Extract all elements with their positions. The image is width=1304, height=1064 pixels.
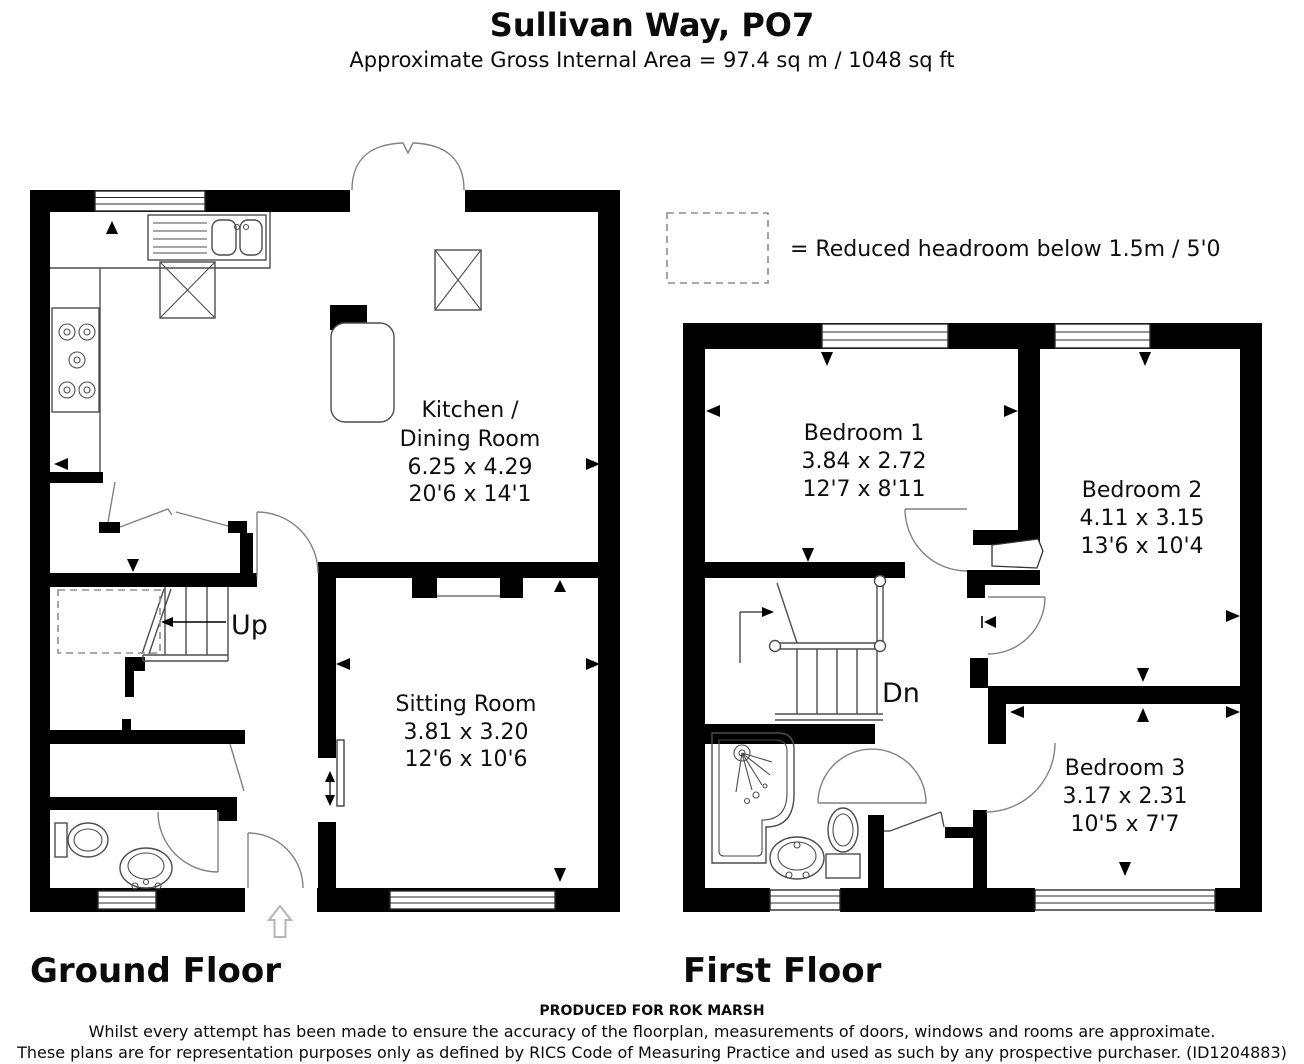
bathroom-door-arc (818, 749, 926, 803)
french-doors-icon (352, 143, 464, 190)
entry-arrow-icon (269, 906, 291, 937)
svg-text:Bedroom 1: Bedroom 1 (803, 421, 925, 446)
svg-text:12'7 x 8'11: 12'7 x 8'11 (802, 477, 926, 502)
basin-icon (120, 848, 172, 889)
store-door-arc (230, 744, 244, 791)
ground-dimension-markers (54, 221, 600, 882)
footer-disclaimer-1: Whilst every attempt has been made to ensure the accuracy of the floorplan, measurements of doors, windows and rooms are approximate. (88, 1022, 1216, 1041)
wc-window-icon (98, 891, 156, 909)
wc-door-arc (158, 812, 218, 872)
stairs-down-label: Dn (882, 678, 920, 709)
svg-text:20'6 x 14'1: 20'6 x 14'1 (408, 482, 532, 507)
bedroom2-door-leaf (992, 539, 1043, 568)
appliance-icon (160, 262, 215, 318)
toilet-icon (55, 823, 108, 857)
shower-icon (734, 745, 772, 804)
kitchen-window-icon (95, 191, 205, 211)
svg-text:12'6 x 10'6: 12'6 x 10'6 (404, 747, 528, 772)
bathroom-basin-icon (770, 837, 824, 879)
bedroom3-window-icon (1035, 890, 1215, 910)
footer (16, 1003, 1287, 1062)
bedroom2-label (1080, 478, 1205, 559)
svg-text:Bedroom 2: Bedroom 2 (1081, 478, 1203, 503)
cupboard-door-arc (108, 482, 115, 522)
bath-icon (712, 733, 794, 863)
svg-text:3.81 x 3.20: 3.81 x 3.20 (403, 720, 529, 745)
hall-door-arc (257, 512, 318, 577)
first-doors (818, 509, 1055, 831)
svg-text:Sitting Room: Sitting Room (395, 692, 537, 717)
first-floor-plan (683, 323, 1262, 912)
entrance-door-arc (248, 833, 303, 888)
hob-icon (52, 308, 99, 412)
stairs-up-icon (142, 587, 228, 661)
bedroom1-door-arc (905, 509, 967, 571)
ground-interior-walls (30, 472, 598, 888)
sitting-room-window-icon (390, 891, 555, 909)
reduced-headroom-area (58, 590, 160, 653)
stairs-up-label: Up (231, 610, 268, 641)
legend-label: = Reduced headroom below 1.5m / 5'0 (790, 237, 1221, 262)
svg-text:Bedroom 3: Bedroom 3 (1064, 756, 1186, 781)
page-subtitle: Approximate Gross Internal Area = 97.4 sq m / 1048 sq ft (349, 48, 955, 72)
page-title: Sullivan Way, PO7 (489, 6, 815, 44)
svg-text:13'6 x 10'4: 13'6 x 10'4 (1080, 534, 1204, 559)
reduced-headroom-legend-icon (667, 213, 768, 283)
legend (667, 213, 1221, 283)
bedroom3-door-arc (986, 743, 1055, 812)
kitchen-room-label (400, 398, 541, 507)
footer-disclaimer-2: These plans are for representation purposes only as defined by RICS Code of Measuring Practice and used as such by any prospective purchaser. (ID1204883) (17, 1043, 1287, 1062)
ground-floor-plan (30, 143, 620, 937)
sink-icon (148, 215, 266, 260)
ground-floor-title: Ground Floor (30, 951, 281, 991)
footer-produced-for: PRODUCED FOR ROK MARSH (539, 1003, 765, 1019)
stairs-down-icon (740, 576, 886, 721)
svg-text:Dining Room: Dining Room (399, 427, 541, 452)
bathroom-toilet-icon (826, 808, 860, 878)
svg-text:10'5 x 7'7: 10'5 x 7'7 (1070, 812, 1180, 837)
bedroom3-label (1063, 756, 1188, 837)
bedroom1-window-icon (822, 324, 948, 348)
bathroom-window-icon (770, 890, 840, 910)
svg-text:3.17 x 2.31: 3.17 x 2.31 (1062, 784, 1188, 809)
airing-cupboard-door-icon (884, 812, 944, 831)
svg-text:6.25 x 4.29: 6.25 x 4.29 (407, 455, 533, 480)
kitchen-counter-icon (50, 212, 270, 472)
appliance-icon-2 (435, 250, 481, 310)
svg-text:3.84 x 2.72: 3.84 x 2.72 (801, 449, 927, 474)
svg-text:4.11 x 3.15: 4.11 x 3.15 (1079, 506, 1205, 531)
bedroom2-landing-door-arc (988, 597, 1045, 654)
bedroom1-label (802, 421, 927, 502)
first-floor-title: First Floor (683, 951, 882, 991)
bifold-doors-icon (120, 509, 228, 527)
ground-doors (108, 482, 344, 888)
fridge-icon (330, 305, 394, 422)
svg-text:Kitchen /: Kitchen / (421, 398, 519, 423)
bedroom2-window-icon (1055, 324, 1150, 348)
sitting-room-label (396, 692, 537, 772)
